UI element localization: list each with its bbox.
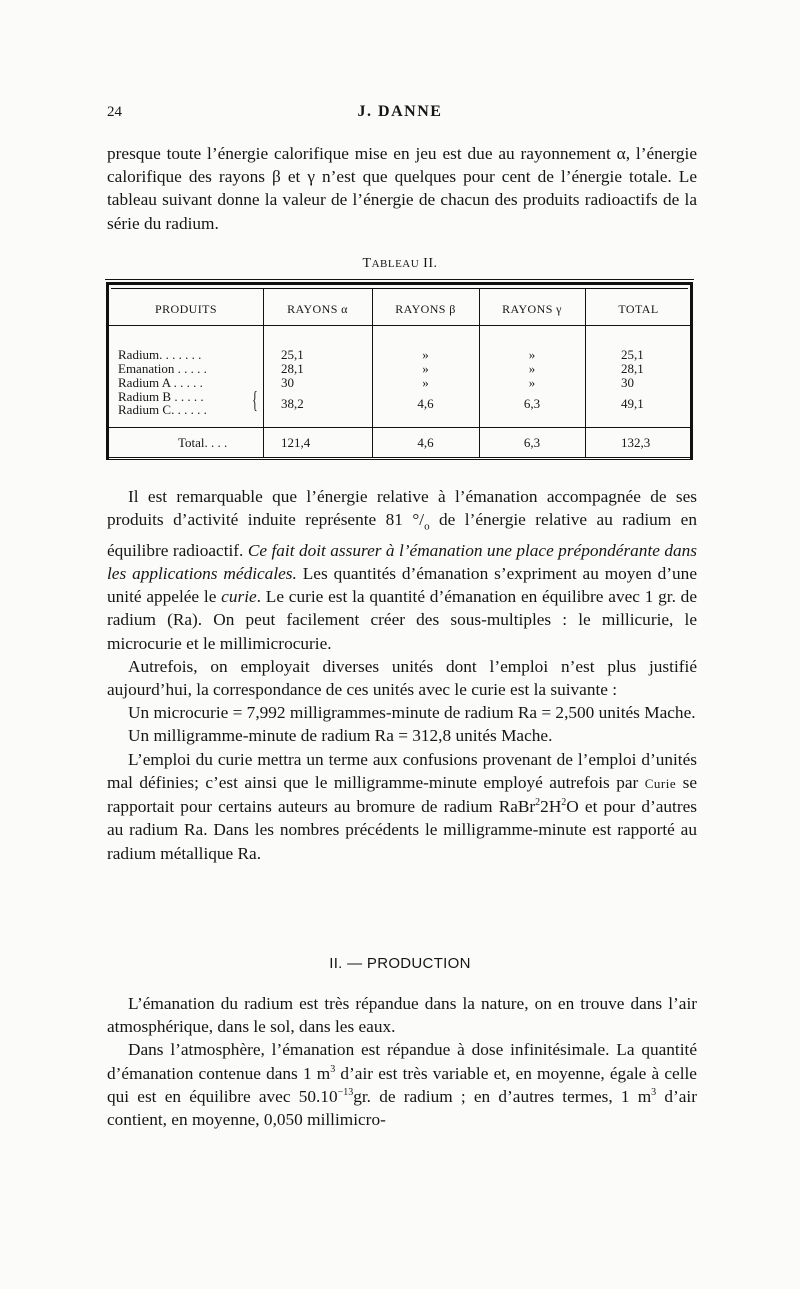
row-total: 28,1 [621, 361, 644, 376]
body-section [107, 485, 697, 865]
superscript: 3 [651, 1087, 657, 1099]
paragraph: Un microcurie = 7,992 milligrammes-minute de radium Ra = 2,500 unités Mache. [128, 703, 696, 723]
energy-table [108, 282, 691, 460]
bc-total: 49,1 [621, 396, 644, 411]
text-run: de l’énergie relative au radium en équilibre radioactif. [107, 510, 697, 560]
superscript: 2 [535, 797, 541, 809]
row-gamma: » [528, 361, 536, 376]
brace-glyph: { [252, 388, 258, 414]
total-total: 132,3 [621, 435, 651, 450]
paragraph [107, 485, 697, 655]
header-rayons-gamma: RAYONS γ [502, 302, 562, 316]
row-gamma: » [528, 375, 536, 390]
row-name: Radium C. . . . . . [118, 402, 207, 417]
caption-number: II. [419, 256, 438, 271]
production-section [107, 992, 697, 1131]
row-name: Radium. . . . . . . [118, 347, 202, 362]
header-produits: PRODUITS [155, 302, 217, 316]
superscript: 3 [330, 1063, 336, 1075]
superscript: −13 [337, 1087, 354, 1099]
row-total: 25,1 [621, 347, 644, 362]
row-alpha: 30 [281, 375, 294, 390]
author-name: Curie [644, 775, 677, 791]
header-rayons-beta: RAYONS β [395, 302, 456, 316]
page-header [107, 100, 693, 130]
caption-initial: T [362, 256, 372, 271]
header-total: TOTAL [618, 302, 659, 316]
paragraph: L’émanation du radium est très répandue dans la nature, on en trouve dans l’air atmosphérique, dans le sol, dans les eaux. [107, 994, 697, 1037]
paragraph: Un milligramme-minute de radium Ra = 312,8 unités Mache. [128, 726, 553, 746]
text-run: gr. de radium ; en d’autres termes, 1 m [353, 1086, 652, 1106]
total-alpha: 121,4 [281, 435, 311, 450]
paragraph [107, 1038, 697, 1131]
intro-text: presque toute l’énergie calorifique mise en jeu est due au rayonnement α, l’énergie calorifique des rayons β et γ n’est que quelques pour cent de l’énergie totale. Le tableau suivant donne la valeur de l’énergie de chacun des produits radioactifs de la série du radium. [107, 144, 697, 233]
bc-beta: 4,6 [417, 396, 434, 411]
subscript: o [424, 520, 430, 533]
bc-alpha: 38,2 [281, 396, 304, 411]
paragraph: Autrefois, on employait diverses unités dont l’emploi n’est plus justifié aujourd’hui, la correspondance de ces unités avec le curie est la suivante : [107, 656, 697, 700]
text-run: O et pour d’autres au radium Ra. Dans les nombres précédents le milligramme-minute est rapporté au radium métallique Ra. [107, 797, 697, 863]
row-name: Radium A . . . . . [118, 375, 203, 390]
row-name: Radium B . . . . . [118, 389, 204, 404]
paragraph [107, 748, 697, 865]
section-heading: II. — PRODUCTION [329, 955, 471, 972]
row-beta: » [422, 375, 429, 390]
total-rule [109, 427, 690, 428]
text-run: L’emploi du curie mettra un terme aux confusions provenant de l’emploi d’unités mal définies; c’est ainsi que le milligramme-minute employé autrefois par [107, 749, 697, 792]
text-run: se rapportait pour certains auteurs au bromure de radium RaBr [107, 772, 697, 817]
row-alpha: 28,1 [281, 361, 304, 376]
caption-smallcaps: ABLEAU [371, 258, 420, 270]
row-total: 30 [621, 375, 634, 390]
total-beta: 4,6 [417, 435, 434, 450]
text-run: Les quantités d’émanation s’expriment au moyen d’une unité appelée le [107, 564, 697, 607]
bc-gamma: 6,3 [523, 396, 541, 411]
header-rayons-alpha: RAYONS α [287, 302, 348, 316]
italic-term: curie [221, 587, 257, 607]
row-name: Emanation . . . . . [118, 361, 207, 376]
text-run: 2H [540, 797, 562, 817]
row-beta: » [422, 347, 429, 362]
header-rule [109, 325, 690, 326]
table-caption [107, 256, 693, 272]
text-run: Dans l’atmosphère, l’émanation est répandue à dose infinitésimale. La quantité d’émanation contenue dans 1 m [107, 1040, 697, 1083]
intro-paragraph [107, 142, 697, 235]
row-alpha: 25,1 [281, 347, 304, 362]
total-label: Total. . . . [178, 435, 228, 450]
total-gamma: 6,3 [523, 435, 541, 450]
page-number: 24 [107, 104, 122, 120]
row-beta: » [422, 361, 429, 376]
text-run: Il est remarquable que l’énergie relative à l’émanation accompagnée de ses produits d’activité induite représente 81 °/ [107, 487, 697, 530]
text-run: d’air contient, en moyenne, 0,050 millimicro- [107, 1086, 697, 1130]
text-run: . Le curie est la quantité d’émanation en équilibre avec 1 gr. de radium (Ra). On peut facilement créer des sous-multiples : le millicurie, le microcurie et le millimicrocurie. [107, 587, 697, 653]
running-head: J. DANNE [357, 103, 443, 120]
italic-text: Ce fait doit assurer à l’émanation une place prépondérante dans les applications médicales. [107, 540, 698, 584]
superscript: 2 [561, 797, 567, 809]
text-run: d’air est très variable et, en moyenne, égale à celle qui est en équilibre avec 50.10 [107, 1063, 697, 1106]
row-gamma: » [528, 347, 536, 362]
